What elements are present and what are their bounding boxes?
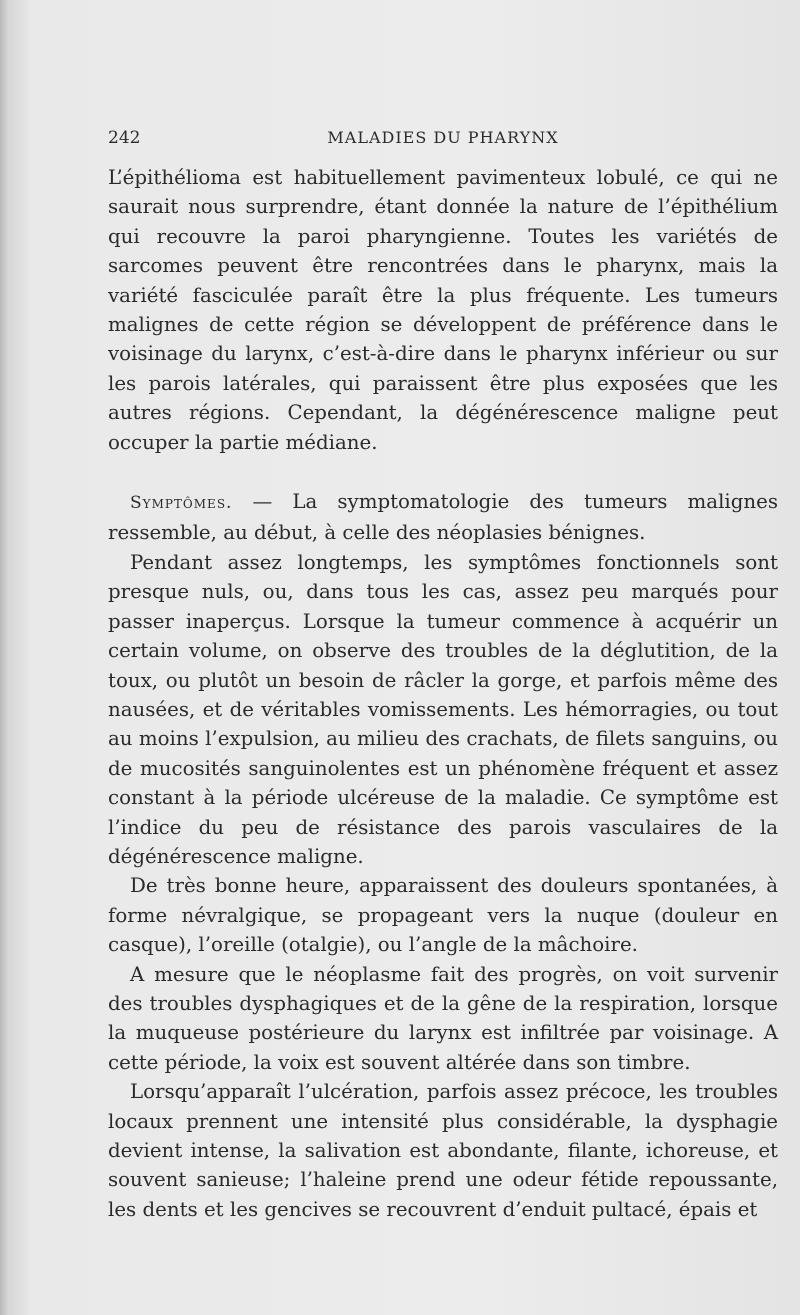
paragraph-ulceration: Lorsqu’apparaît l’ulcération, parfois assez précoce, les troubles locaux prennent une intensité plus considérable, la dysphagie devient intense, la salivation est abondante, filante, ichoreuse, et souvent sanieuse; l’haleine prend une odeur fétide repoussante, les dents et les gencives se recouvrent d’enduit pultacé, épais et [108, 1080, 778, 1221]
paragraph-pain: De très bonne heure, apparaissent des douleurs spontanées, à forme névralgique, se propageant vers la nuque (douleur en casque), l’oreille (otalgie), ou l’angle de la mâchoire. [108, 874, 778, 957]
body-text [108, 163, 778, 1224]
paragraph-progression: A mesure que le néoplasme fait des progrès, on voit survenir des troubles dysphagiques et de la gêne de la respiration, lorsque la muqueuse postérieure du larynx est infiltrée par voisinage. A cette période, la voix est souvent altérée dans son timbre. [108, 962, 778, 1074]
paragraph-functional-symptoms: Pendant assez longtemps, les symptômes fonctionnels sont presque nuls, ou, dans tous les cas, assez peu marqués pour passer inaperçus. Lorsque la tumeur commence à acquérir un certain volume, on observe des troubles de la déglutition, de la toux, ou plutôt un besoin de râcler la gorge, et parfois même des nausées, et de véritables vomissements. Les hémorragies, ou tout au moins l’expulsion, au milieu des crachats, de filets sanguins, ou de mucosités sanguinolentes est un phénomène fréquent et assez constant à la période ulcéreuse de la maladie. Ce symptôme est l’indice du peu de résistance des parois vasculaires de la dégénérescence maligne. [108, 550, 778, 868]
section-heading-symptoms: Symptômes. [130, 493, 233, 514]
paragraph-histology: L’épithélioma est habituellement pavimenteux lobulé, ce qui ne saurait nous surprendre, étant donnée la nature de l’épithélium qui recouvre la paroi pharyngienne. Toutes les variétés de sarcomes peuvent être rencontrées dans le pharynx, mais la variété fasciculée paraît être la plus fréquente. Les tumeurs malignes de cette région se développent de préférence dans le voisinage du larynx, c’est-à-dire dans le pharynx inférieur ou sur les parois latérales, qui paraissent être plus exposées que les autres régions. Cependant, la dégénérescence maligne peut occuper la partie médiane. [108, 166, 778, 454]
running-title: MALADIES DU PHARYNX [327, 128, 559, 147]
page-number: 242 [108, 128, 141, 148]
page-edge [0, 0, 10, 1315]
paragraph-symptoms-text: — La symptomatologie des tumeurs malignes ressemble, au début, à celle des néoplasies bénignes. [108, 490, 778, 545]
page-header [108, 128, 778, 152]
paragraph-symptoms-intro [108, 487, 778, 548]
